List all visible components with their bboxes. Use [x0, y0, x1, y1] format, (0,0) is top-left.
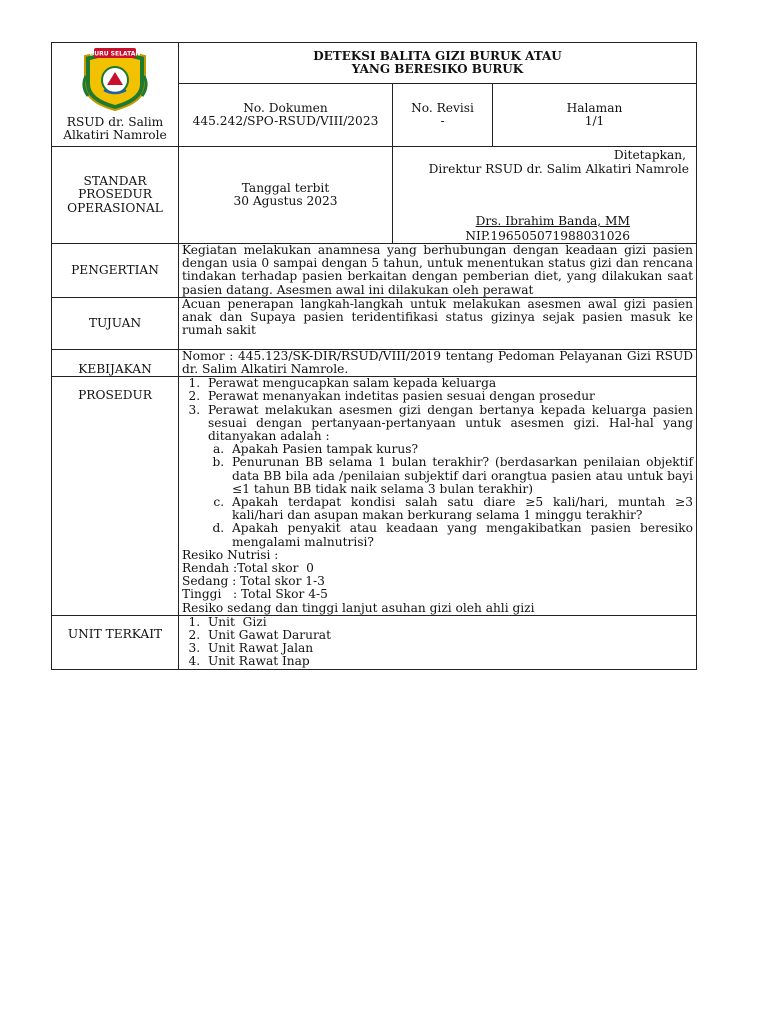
established-label: Ditetapkan,	[613, 148, 686, 162]
unit-item: 1. Unit Gizi	[204, 616, 693, 629]
assessment-question: c. Apakah terdapat kondisi salah satu diare ≥5 kali/hari, muntah ≥3 kali/hari dan asupan makan berkurang selama 1 minggu terakhir?	[228, 496, 693, 522]
tujuan-text: Acuan penerapan langkah-langkah untuk melakukan asesmen awal gizi pasien anak dan Supaya pasien teridentifikasi status gizinya sejak pasien masuk ke rumah sakit	[179, 297, 697, 349]
risk-heading: Resiko Nutrisi :	[182, 547, 279, 562]
hospital-name: RSUD dr. Salim Alkatiri Namrole	[63, 114, 167, 142]
tujuan-label: TUJUAN	[52, 297, 179, 349]
issue-date-value: 30 Agustus 2023	[233, 194, 338, 208]
prosedur-step: 1. Perawat mengucapkan salam kepada keluarga	[204, 377, 693, 390]
risk-note: Resiko sedang dan tinggi lanjut asuhan gizi oleh ahli gizi	[182, 600, 535, 615]
unit-label: UNIT TERKAIT	[52, 615, 179, 669]
unit-item: 2. Unit Gawat Darurat	[204, 629, 693, 642]
prosedur-steps	[182, 377, 693, 549]
pengertian-text: Kegiatan melakukan anamnesa yang berhubungan dengan keadaan gizi pasien dengan usia 0 sampai dengan 5 tahun, untuk menentukan status gizi dan rencana tindakan terhadap pasien berkaitan dengan pemberian diet, yang dilakukan saat pasien datang. Asesmen awal ini dilakukan oleh perawat	[179, 244, 697, 298]
doc-number-label: No. Dokumen	[243, 100, 328, 115]
page-cell	[493, 84, 697, 147]
unit-list	[182, 616, 693, 669]
kebijakan-label: KEBIJAKAN	[52, 349, 179, 376]
revision-cell	[393, 84, 493, 147]
assessment-question: a. Apakah Pasien tampak kurus?	[228, 443, 693, 456]
title-line-2: YANG BERESIKO BURUK	[351, 62, 524, 76]
sop-label-line-1: STANDAR	[83, 174, 147, 189]
sop-label-cell	[52, 147, 179, 244]
revision-label: No. Revisi	[411, 100, 474, 115]
director-nip: NIP.196505071988031026	[465, 229, 630, 243]
prosedur-step: 3. Perawat melakukan asesmen gizi dengan bertanya kepada keluarga pasien sesuai dengan pertanyaan-pertanyaan untuk asesmen gizi. Hal-hal yang ditanyakan adalah : a. Apakah Pasien tampak kurus? b. Penurunan BB selama 1 bulan terakhir? (berdasarkan penilaian objektif data BB bila ada /penilaian subjektif dari orangtua pasien atau untuk bayi ≤1 tahun BB tidak naik selama 3 bulan terakhir) c. Apakah terdapat kondisi salah satu diare ≥5 kali/hari, muntah ≥3 kali/hari dan asupan makan berkurang selama 1 minggu terakhir? d. Apakah penyakit atau keadaan yang mengakibatkan pasien beresiko mengalami malnutrisi?	[204, 404, 693, 549]
page-label: Halaman	[566, 100, 623, 115]
title-line-1: DETEKSI BALITA GIZI BURUK ATAU	[313, 48, 562, 63]
svg-text:BURU SELATAN: BURU SELATAN	[89, 50, 141, 58]
prosedur-label: PROSEDUR	[52, 377, 179, 616]
sop-label-line-2: PROSEDUR	[78, 187, 152, 202]
hospital-logo-cell	[52, 43, 179, 147]
document-title	[179, 43, 697, 84]
buru-selatan-logo	[74, 46, 156, 112]
unit-list-cell	[179, 615, 697, 669]
risk-mid: Sedang : Total skor 1-3	[182, 574, 325, 589]
doc-number-value: 445.242/SPO-RSUD/VIII/2023	[192, 114, 379, 128]
director-name: Drs. Ibrahim Banda, MM	[475, 214, 630, 228]
unit-item: 4. Unit Rawat Inap	[204, 655, 693, 668]
kebijakan-text: Nomor : 445.123/SK-DIR/RSUD/VIII/2019 tentang Pedoman Pelayanan Gizi RSUD dr. Salim Alkatiri Namrole.	[179, 349, 697, 376]
sop-label-line-3: OPERASIONAL	[67, 200, 163, 215]
sop-document-table	[51, 42, 697, 670]
issue-date-cell	[179, 147, 393, 244]
doc-number-cell	[179, 84, 393, 147]
assessment-question: b. Penurunan BB selama 1 bulan terakhir? (berdasarkan penilaian objektif data BB bila ada /penilaian subjektif dari orangtua pasien atau untuk bayi ≤1 tahun BB tidak naik selama 3 bulan terakhir)	[228, 456, 693, 496]
director-title: Direktur RSUD dr. Salim Alkatiri Namrole	[428, 162, 689, 176]
risk-low: Rendah :Total skor 0	[182, 561, 314, 576]
prosedur-step: 2. Perawat menanyakan indetitas pasien sesuai dengan prosedur	[204, 390, 693, 403]
unit-item: 3. Unit Rawat Jalan	[204, 642, 693, 655]
page-value: 1/1	[584, 114, 605, 128]
issue-date-label: Tanggal terbit	[241, 180, 330, 195]
signature-cell	[393, 147, 697, 244]
assessment-questions	[208, 443, 693, 549]
risk-high: Tinggi : Total Skor 4-5	[182, 587, 328, 602]
prosedur-content	[179, 377, 697, 616]
revision-value: -	[440, 114, 445, 128]
assessment-question: d. Apakah penyakit atau keadaan yang mengakibatkan pasien beresiko mengalami malnutrisi?	[228, 522, 693, 548]
pengertian-label: PENGERTIAN	[52, 244, 179, 298]
